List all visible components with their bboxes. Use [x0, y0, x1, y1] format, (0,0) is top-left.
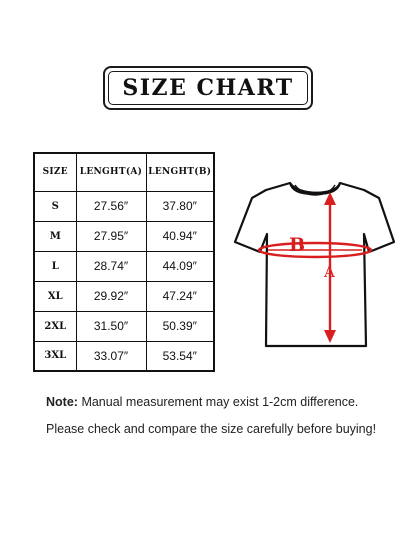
length-b-cell: 47.24″: [146, 281, 214, 311]
table-header-row: [34, 153, 214, 191]
note-label: Note:: [46, 395, 78, 409]
length-b-cell: 50.39″: [146, 311, 214, 341]
size-cell: S: [34, 191, 76, 221]
length-a-cell: 31.50″: [76, 311, 146, 341]
length-a-cell: 28.74″: [76, 251, 146, 281]
size-cell: L: [34, 251, 76, 281]
length-b-cell: 37.80″: [146, 191, 214, 221]
table-row: [34, 341, 214, 371]
tshirt-diagram: [228, 178, 398, 350]
tshirt-outline-icon: [235, 183, 394, 346]
length-a-cell: 27.56″: [76, 191, 146, 221]
length-a-cell: 27.95″: [76, 221, 146, 251]
label-b: B: [289, 234, 306, 256]
size-cell: 3XL: [34, 341, 76, 371]
table-row: [34, 191, 214, 221]
table-row: [34, 281, 214, 311]
length-b-cell: 53.54″: [146, 341, 214, 371]
length-b-cell: 44.09″: [146, 251, 214, 281]
table-row: [34, 251, 214, 281]
size-cell: 2XL: [34, 311, 76, 341]
note-text-1: Manual measurement may exist 1-2cm difference.: [81, 395, 359, 409]
label-a: A: [324, 263, 335, 281]
size-table: [33, 152, 215, 372]
header-size: SIZE: [34, 153, 76, 191]
header-length-b: LENGHT(B): [146, 153, 214, 191]
table-row: [34, 221, 214, 251]
title-banner-inner: [108, 71, 308, 105]
note-text-2: Please check and compare the size carefully before buying!: [46, 422, 377, 436]
header-length-a: LENGHT(A): [76, 153, 146, 191]
title-banner: [103, 66, 313, 110]
page-title: SIZE CHART: [122, 75, 294, 101]
length-a-cell: 29.92″: [76, 281, 146, 311]
length-a-cell: 33.07″: [76, 341, 146, 371]
length-b-cell: 40.94″: [146, 221, 214, 251]
size-cell: M: [34, 221, 76, 251]
notes-section: [46, 393, 376, 438]
table-row: [34, 311, 214, 341]
size-cell: XL: [34, 281, 76, 311]
note-line-1: [46, 393, 376, 411]
